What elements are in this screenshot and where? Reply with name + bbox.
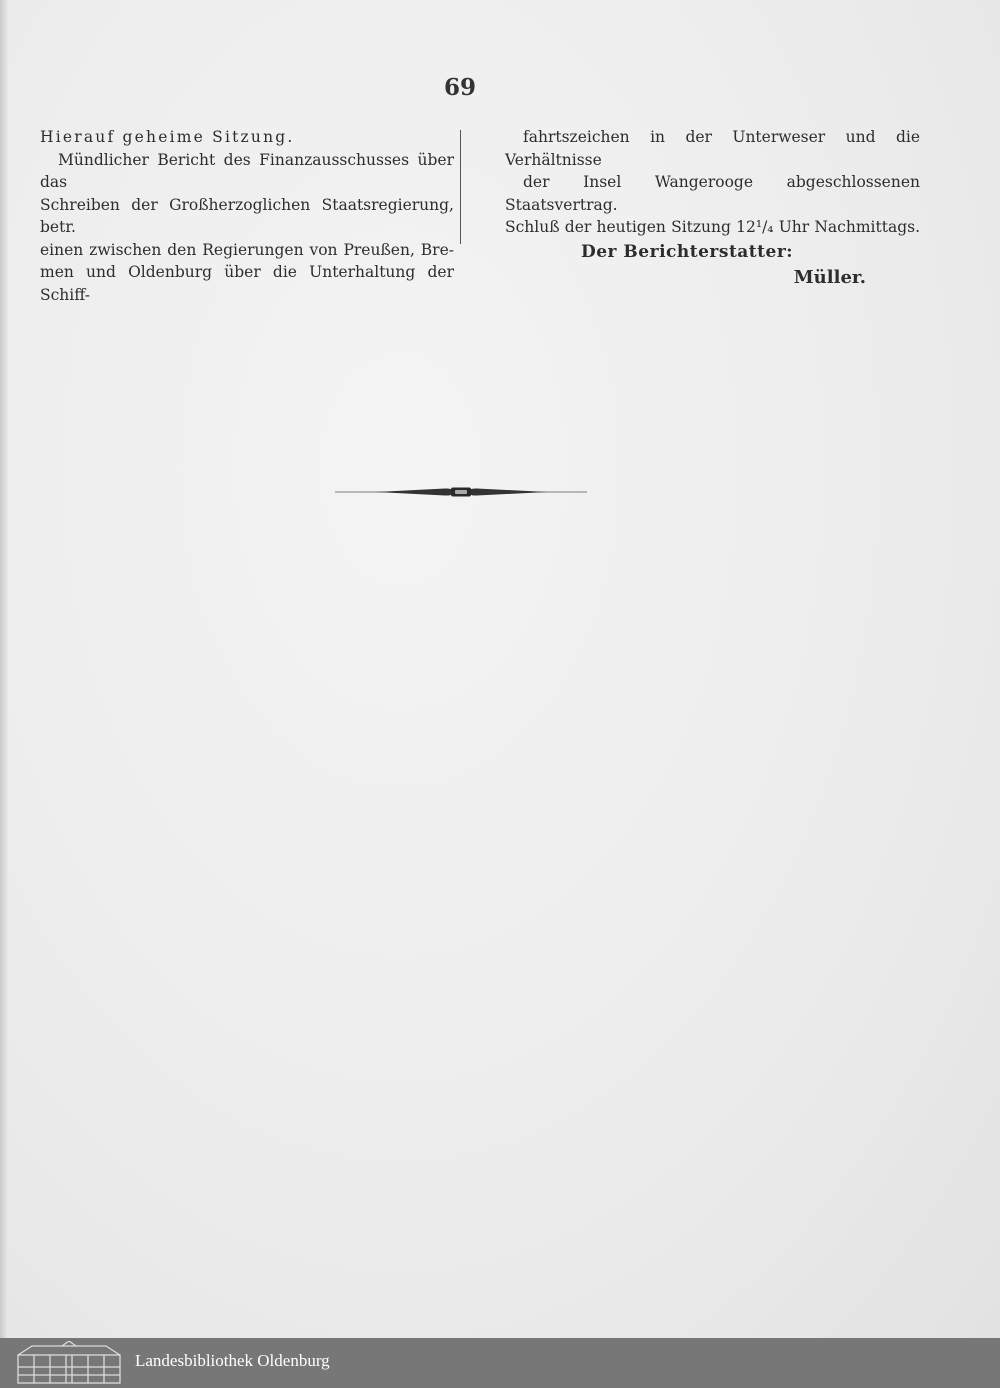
page-number: 69 — [443, 74, 476, 101]
text-line: Schreiben der Großherzoglichen Staatsregierung, betr. — [40, 195, 454, 236]
session-note: Hierauf geheime Sitzung. — [40, 128, 295, 146]
text-line: Schluß der heutigen Sitzung 12¹/₄ Uhr Nachmittags. — [505, 218, 920, 236]
ornament-divider-icon — [335, 482, 587, 502]
page-binding-edge — [0, 0, 8, 1338]
text-line: fahrtszeichen in der Unterweser und die Verhältnisse — [505, 128, 920, 169]
right-column — [505, 126, 920, 290]
library-footer-bar — [0, 1338, 1000, 1388]
left-column — [40, 126, 454, 306]
text-line: der Insel Wangerooge abgeschlossenen Staatsvertrag. — [505, 173, 920, 214]
library-name: Landesbibliothek Oldenburg — [135, 1351, 330, 1370]
library-building-icon — [14, 1341, 124, 1385]
reporter-title: Der Berichterstatter: — [581, 241, 794, 262]
text-line: men und Oldenburg über die Unterhaltung der Schiff- — [40, 263, 454, 304]
text-line: Mündlicher Bericht des Finanzausschusses über das — [40, 150, 454, 191]
text-line: einen zwischen den Regierungen von Preußen, Bre- — [40, 240, 454, 259]
reporter-name: Müller. — [793, 267, 866, 288]
column-divider — [460, 130, 461, 244]
